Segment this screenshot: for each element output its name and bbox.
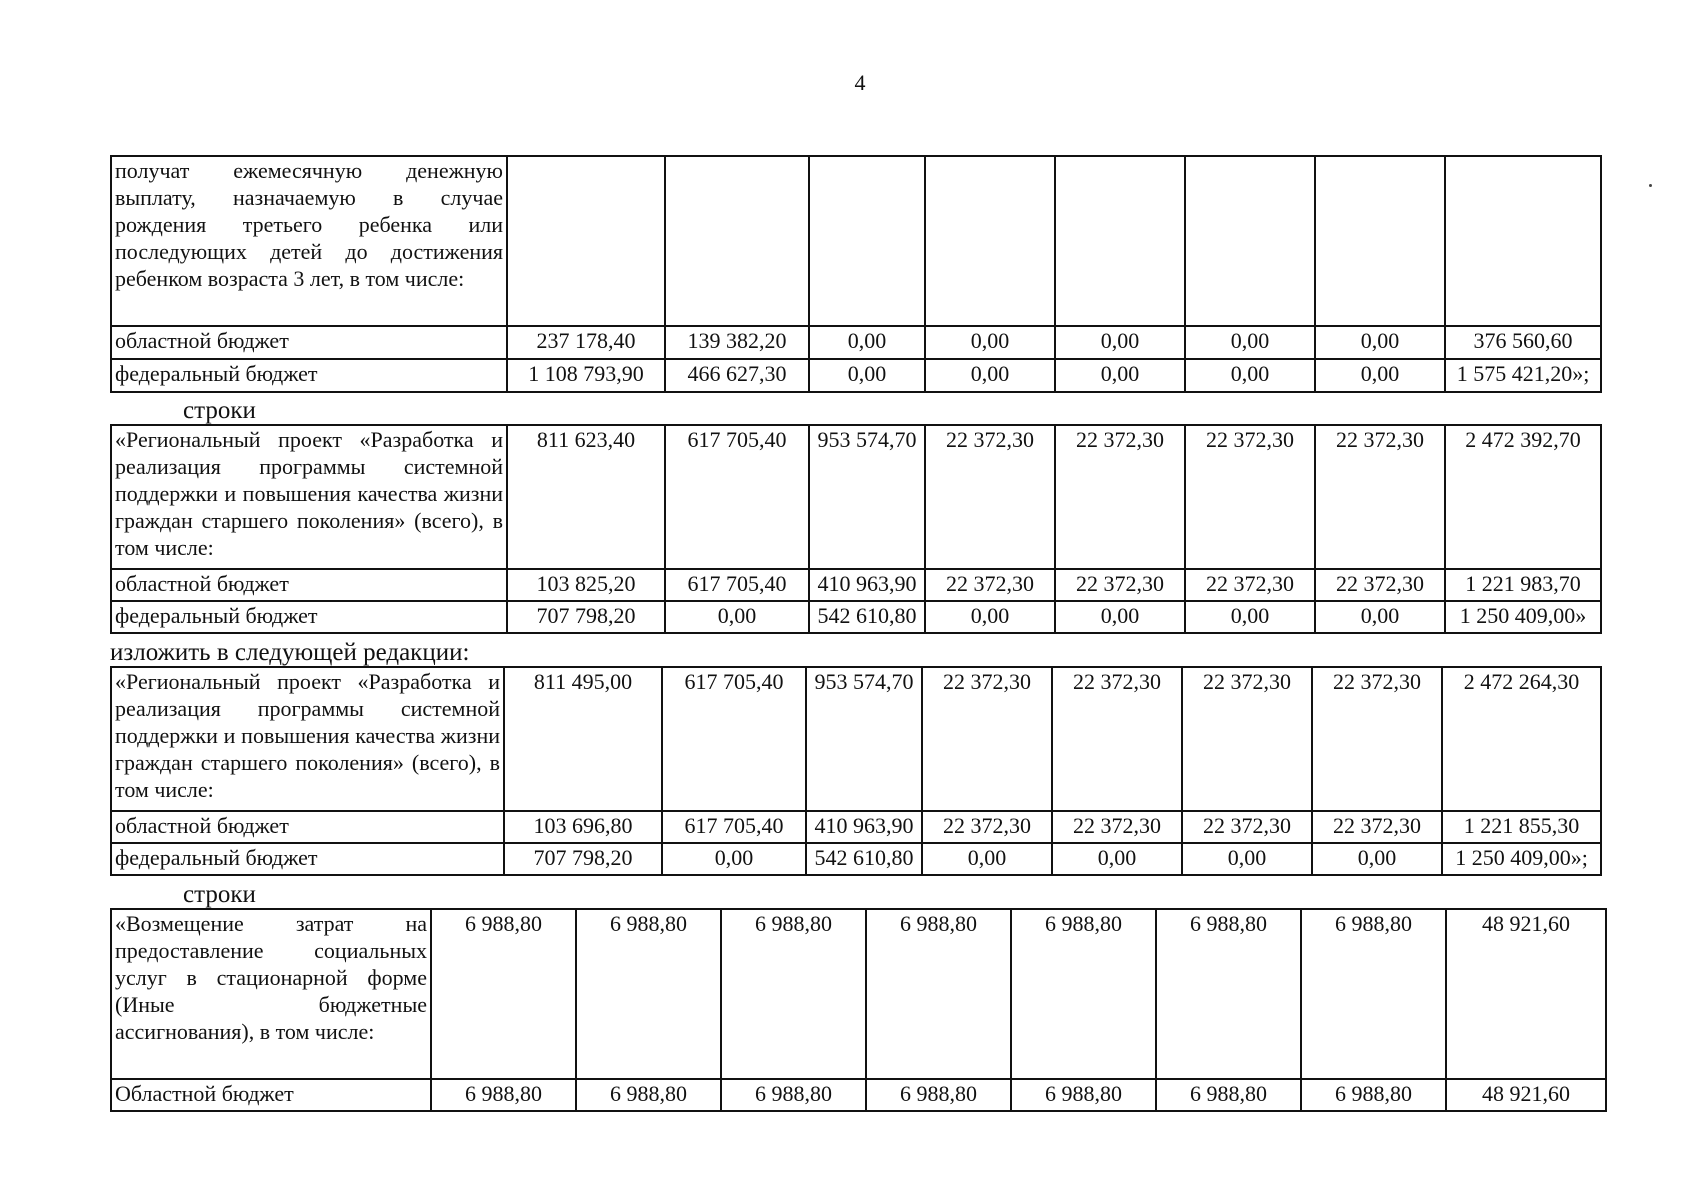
cell: 48 921,60 [1446,909,1606,1079]
cell: 0,00 [1185,601,1315,633]
cell: 6 988,80 [1301,1079,1446,1111]
cell: 811 623,40 [507,425,665,569]
cell: 103 825,20 [507,569,665,601]
row-label: «Возмещение затрат на предоставление социальных услуг в стационарной форме (Иные бюджетные ассигнования), в том числе: [111,909,431,1079]
cell: 2 472 392,70 [1445,425,1601,569]
cell: 0,00 [1315,601,1445,633]
cell [1445,156,1601,326]
cell: 22 372,30 [922,811,1052,843]
cell: 542 610,80 [806,843,922,875]
cell: 617 705,40 [665,569,809,601]
cell: 0,00 [925,359,1055,392]
table-row [111,1079,1606,1111]
row-label: федеральный бюджет [111,359,507,392]
cell: 22 372,30 [1312,667,1442,811]
cell: 0,00 [1312,843,1442,875]
cell: 466 627,30 [665,359,809,392]
cell: 1 108 793,90 [507,359,665,392]
cell: 22 372,30 [1055,425,1185,569]
table-row [111,909,1606,1079]
cell: 22 372,30 [1055,569,1185,601]
cell: 0,00 [922,843,1052,875]
row-label: «Региональный проект «Разработка и реализация программы системной поддержки и повышения качества жизни граждан старшего поколения» (всего), в том числе: [111,667,504,811]
cell: 22 372,30 [1185,425,1315,569]
cell [809,156,925,326]
table-row [111,667,1601,811]
cell: 707 798,20 [504,843,662,875]
cell: 22 372,30 [1182,811,1312,843]
cell: 617 705,40 [662,811,806,843]
table-row [111,326,1601,359]
cell: 6 988,80 [576,1079,721,1111]
cell: 103 696,80 [504,811,662,843]
cell: 6 988,80 [1156,909,1301,1079]
cell: 0,00 [1182,843,1312,875]
cell [1185,156,1315,326]
cell: 410 963,90 [809,569,925,601]
cell: 1 250 409,00» [1445,601,1601,633]
cell: 22 372,30 [925,569,1055,601]
cell: 1 221 855,30 [1442,811,1601,843]
cell [1055,156,1185,326]
cell: 2 472 264,30 [1442,667,1601,811]
cell: 410 963,90 [806,811,922,843]
cell: 0,00 [1185,359,1315,392]
cell: 6 988,80 [1301,909,1446,1079]
cell: 22 372,30 [1312,811,1442,843]
cell: 953 574,70 [809,425,925,569]
table-block-1 [110,155,1602,393]
cell: 22 372,30 [1182,667,1312,811]
table-row [111,359,1601,392]
cell: 0,00 [1055,601,1185,633]
cell: 6 988,80 [866,1079,1011,1111]
table-block-4 [110,908,1607,1112]
cell: 0,00 [1055,326,1185,359]
cell: 6 988,80 [431,1079,576,1111]
row-label: областной бюджет [111,326,507,359]
cell: 22 372,30 [922,667,1052,811]
cell: 6 988,80 [431,909,576,1079]
cell: 6 988,80 [1011,909,1156,1079]
table-row [111,425,1601,569]
section-label-stroki: строки [183,397,256,424]
row-label: федеральный бюджет [111,843,504,875]
cell: 0,00 [1185,326,1315,359]
budget-table-2 [110,424,1602,634]
cell: 48 921,60 [1446,1079,1606,1111]
cell: 22 372,30 [1052,667,1182,811]
cell: 0,00 [1052,843,1182,875]
table-row [111,811,1601,843]
cell: 1 221 983,70 [1445,569,1601,601]
cell: 0,00 [1315,326,1445,359]
table-block-3 [110,666,1602,876]
cell: 1 250 409,00»; [1442,843,1601,875]
cell: 22 372,30 [1315,569,1445,601]
cell: 0,00 [662,843,806,875]
cell: 22 372,30 [1052,811,1182,843]
cell: 0,00 [1055,359,1185,392]
budget-table-4 [110,908,1607,1112]
cell: 0,00 [925,326,1055,359]
cell: 237 178,40 [507,326,665,359]
cell: 0,00 [809,359,925,392]
scan-speck [1649,184,1652,187]
cell: 617 705,40 [665,425,809,569]
cell: 1 575 421,20»; [1445,359,1601,392]
table-row [111,156,1601,326]
cell: 0,00 [665,601,809,633]
cell: 6 988,80 [721,909,866,1079]
row-label: Областной бюджет [111,1079,431,1111]
cell: 6 988,80 [721,1079,866,1111]
row-label: областной бюджет [111,811,504,843]
cell: 22 372,30 [925,425,1055,569]
row-label: областной бюджет [111,569,507,601]
section-label-stroki: строки [183,881,256,908]
cell: 707 798,20 [507,601,665,633]
page-number: 4 [854,70,866,95]
cell: 0,00 [1315,359,1445,392]
table-row [111,601,1601,633]
cell: 811 495,00 [504,667,662,811]
table-block-2 [110,424,1602,634]
cell [1315,156,1445,326]
budget-table-3 [110,666,1602,876]
cell: 6 988,80 [1011,1079,1156,1111]
table-row [111,569,1601,601]
budget-table-1 [110,155,1602,393]
row-label: федеральный бюджет [111,601,507,633]
cell: 22 372,30 [1185,569,1315,601]
cell: 542 610,80 [809,601,925,633]
cell: 139 382,20 [665,326,809,359]
cell: 6 988,80 [866,909,1011,1079]
row-label: «Региональный проект «Разработка и реализация программы системной поддержки и повышения качества жизни граждан старшего поколения» (всего), в том числе: [111,425,507,569]
cell: 22 372,30 [1315,425,1445,569]
cell: 376 560,60 [1445,326,1601,359]
cell: 953 574,70 [806,667,922,811]
row-label: получат ежемесячную денежную выплату, назначаемую в случае рождения третьего ребенка или последующих детей до достижения ребенком возраста 3 лет, в том числе: [111,156,507,326]
cell: 6 988,80 [576,909,721,1079]
section-label-redaction: изложить в следующей редакции: [110,639,470,666]
table-row [111,843,1601,875]
cell [665,156,809,326]
cell: 0,00 [925,601,1055,633]
cell [507,156,665,326]
cell [925,156,1055,326]
cell: 6 988,80 [1156,1079,1301,1111]
cell: 617 705,40 [662,667,806,811]
cell: 0,00 [809,326,925,359]
